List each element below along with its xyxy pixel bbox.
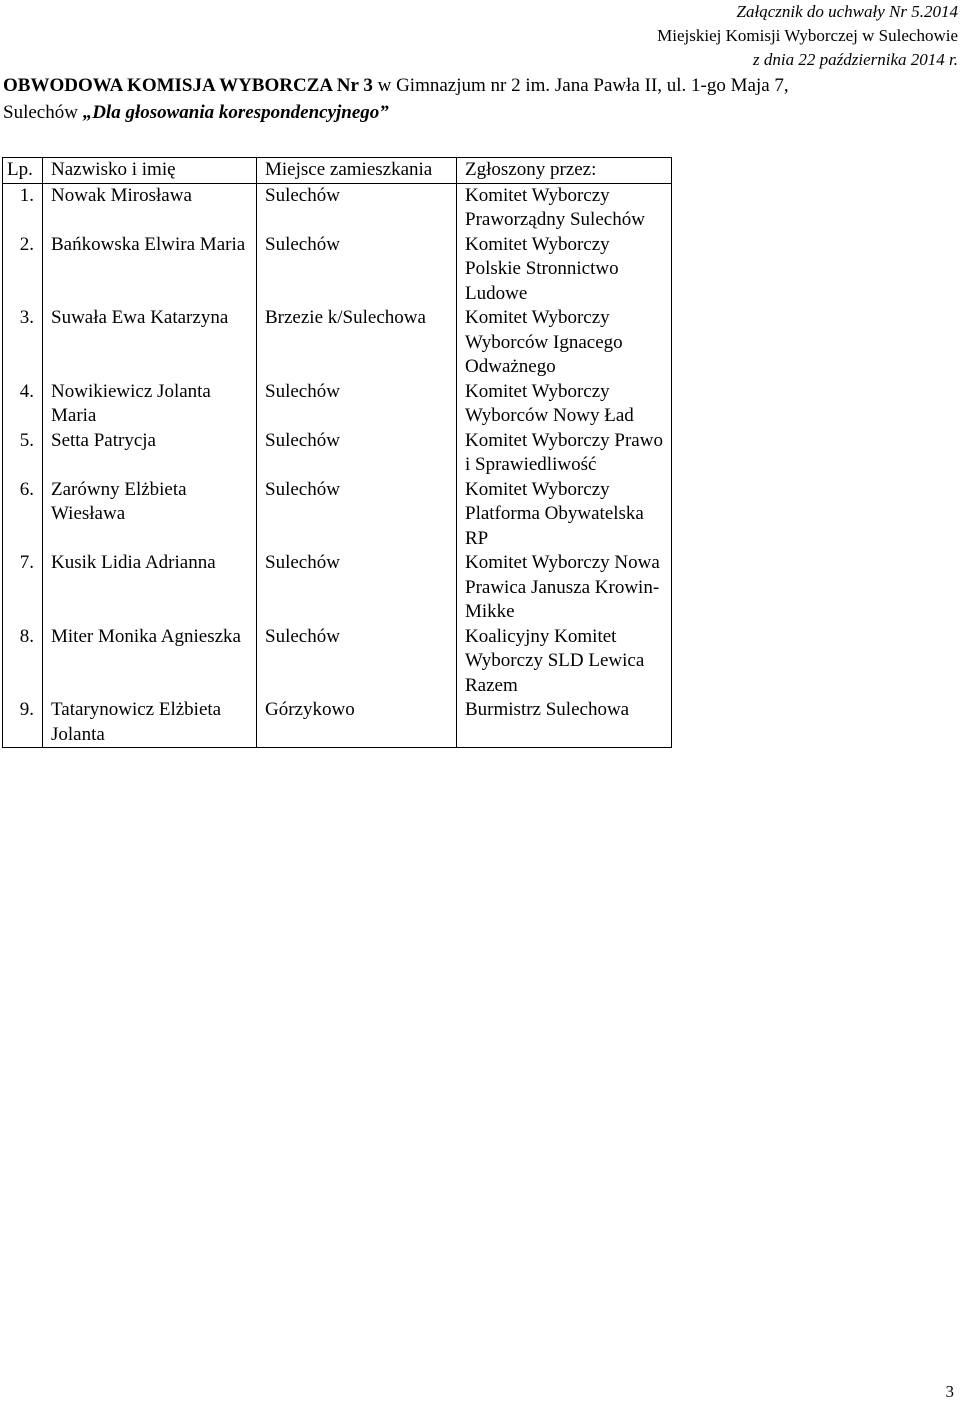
row-lp: 5.	[3, 429, 43, 478]
row-nominated-by: Komitet Wyborczy Praworządny Sulechów	[457, 183, 672, 233]
row-name: Kusik Lidia Adrianna	[43, 551, 257, 625]
table-row	[3, 183, 672, 233]
row-lp: 8.	[3, 625, 43, 699]
table-row	[3, 429, 672, 478]
row-lp: 6.	[3, 478, 43, 552]
table-row	[3, 233, 672, 307]
title-bold: OBWODOWA KOMISJA WYBORCZA Nr 3	[3, 75, 373, 96]
table-row	[3, 380, 672, 429]
row-lp: 7.	[3, 551, 43, 625]
annex-line-3: z dnia 22 października 2014 r.	[753, 50, 958, 69]
row-nominated-by: Komitet Wyborczy Wyborców Nowy Ład	[457, 380, 672, 429]
table-row	[3, 478, 672, 552]
annex-line-1: Załącznik do uchwały Nr 5.2014	[736, 2, 958, 21]
row-nominated-by: Komitet Wyborczy Nowa Prawica Janusza Krowin-Mikke	[457, 551, 672, 625]
row-nominated-by: Komitet Wyborczy Polskie Stronnictwo Ludowe	[457, 233, 672, 307]
row-nominated-by: Komitet Wyborczy Platforma Obywatelska RP	[457, 478, 672, 552]
table-header-row	[3, 158, 672, 184]
row-name: Suwała Ewa Katarzyna	[43, 306, 257, 380]
table-row	[3, 698, 672, 748]
row-lp: 2.	[3, 233, 43, 307]
row-name: Zarówny Elżbieta Wiesława	[43, 478, 257, 552]
row-residence: Sulechów	[257, 183, 457, 233]
row-nominated-by: Komitet Wyborczy Prawo i Sprawiedliwość	[457, 429, 672, 478]
row-residence: Sulechów	[257, 429, 457, 478]
title-line2-italic: „Dla głosowania korespondencyjnego”	[82, 102, 389, 123]
header-lp: Lp.	[3, 158, 43, 184]
row-name: Nowikiewicz Jolanta Maria	[43, 380, 257, 429]
row-name: Bańkowska Elwira Maria	[43, 233, 257, 307]
commission-title	[3, 72, 943, 126]
row-nominated-by: Burmistrz Sulechowa	[457, 698, 672, 748]
header-residence: Miejsce zamieszkania	[257, 158, 457, 184]
annex-note	[657, 0, 958, 72]
row-lp: 4.	[3, 380, 43, 429]
row-nominated-by: Koalicyjny Komitet Wyborczy SLD Lewica Razem	[457, 625, 672, 699]
row-residence: Sulechów	[257, 625, 457, 699]
table-row	[3, 306, 672, 380]
row-lp: 1.	[3, 183, 43, 233]
page-number: 3	[945, 1382, 954, 1401]
row-residence: Brzezie k/Sulechowa	[257, 306, 457, 380]
members-table	[2, 157, 672, 748]
header-nominated-by: Zgłoszony przez:	[457, 158, 672, 184]
annex-line-2: Miejskiej Komisji Wyborczej w Sulechowie	[657, 26, 958, 45]
row-name: Tatarynowicz Elżbieta Jolanta	[43, 698, 257, 748]
row-nominated-by: Komitet Wyborczy Wyborców Ignacego Odważnego	[457, 306, 672, 380]
row-lp: 3.	[3, 306, 43, 380]
row-residence: Sulechów	[257, 551, 457, 625]
header-name: Nazwisko i imię	[43, 158, 257, 184]
table-row	[3, 551, 672, 625]
table-row	[3, 625, 672, 699]
row-residence: Sulechów	[257, 478, 457, 552]
title-line2: Sulechów	[3, 102, 83, 123]
row-residence: Górzykowo	[257, 698, 457, 748]
row-name: Setta Patrycja	[43, 429, 257, 478]
row-lp: 9.	[3, 698, 43, 748]
row-residence: Sulechów	[257, 380, 457, 429]
row-name: Nowak Mirosława	[43, 183, 257, 233]
title-normal: w Gimnazjum nr 2 im. Jana Pawła II, ul. 1-go Maja 7,	[372, 75, 789, 96]
row-name: Miter Monika Agnieszka	[43, 625, 257, 699]
row-residence: Sulechów	[257, 233, 457, 307]
